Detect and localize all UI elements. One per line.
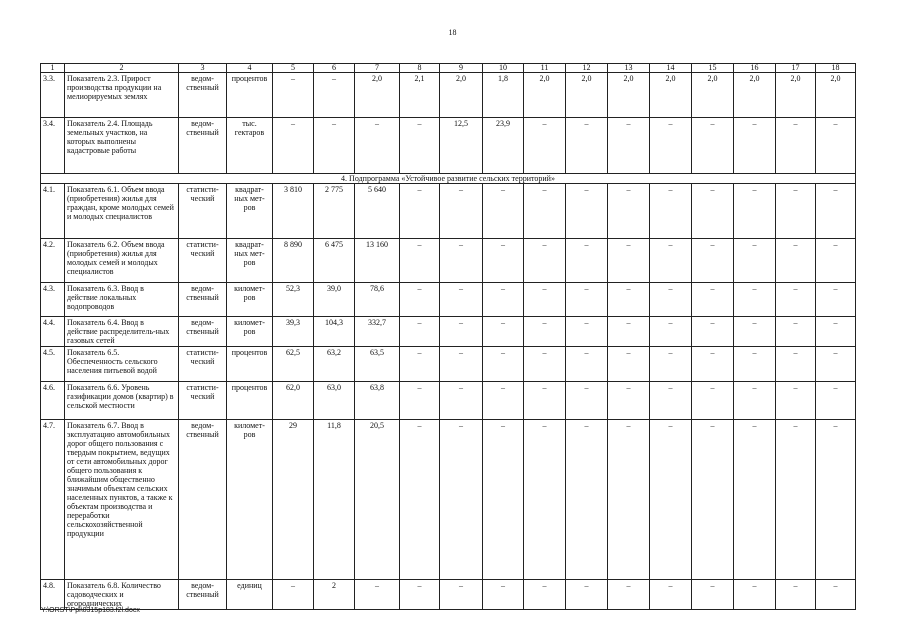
year-value: 11,8: [314, 420, 355, 580]
year-value: 3 810: [273, 184, 314, 239]
indicator-name: Показатель 6.2. Объем ввода (приобретения) жилья для молодых семей и молодых специалистов: [65, 239, 179, 283]
year-value: 63,2: [314, 347, 355, 382]
unit-of-measure: квадрат-ных мет-ров: [227, 239, 273, 283]
year-value: –: [608, 420, 650, 580]
year-value: –: [734, 580, 776, 610]
year-value: –: [483, 283, 524, 317]
year-value: –: [566, 184, 608, 239]
year-value: 63,0: [314, 382, 355, 420]
year-value: –: [400, 283, 440, 317]
year-value: –: [400, 317, 440, 347]
table-row: [41, 118, 856, 174]
table-row: [41, 382, 856, 420]
table-section: [41, 174, 856, 184]
year-value: –: [355, 118, 400, 174]
year-value: –: [650, 347, 692, 382]
column-number: 14: [650, 64, 692, 73]
year-value: –: [273, 73, 314, 118]
column-number: 2: [65, 64, 179, 73]
year-value: –: [734, 283, 776, 317]
year-value: –: [273, 580, 314, 610]
year-value: 29: [273, 420, 314, 580]
indicator-name: Показатель 6.1. Объем ввода (приобретения) жилья для граждан, кроме молодых семей и молодых специалистов: [65, 184, 179, 239]
year-value: 39,0: [314, 283, 355, 317]
year-value: –: [524, 283, 566, 317]
year-value: –: [608, 118, 650, 174]
data-source: статисти-ческий: [179, 347, 227, 382]
data-source: статисти-ческий: [179, 382, 227, 420]
table-row: [41, 184, 856, 239]
year-value: 78,6: [355, 283, 400, 317]
year-value: –: [650, 420, 692, 580]
year-value: –: [608, 283, 650, 317]
year-value: –: [566, 283, 608, 317]
year-value: –: [816, 283, 856, 317]
year-value: 23,9: [483, 118, 524, 174]
year-value: 13 160: [355, 239, 400, 283]
table-row: [41, 347, 856, 382]
indicator-name: Показатель 2.4. Площадь земельных участков, на которых выполнены кадастровые работы: [65, 118, 179, 174]
year-value: –: [314, 73, 355, 118]
indicator-name: Показатель 6.7. Ввод в эксплуатацию автомобильных дорог общего пользования с твердым покрытием, ведущих от сети автомобильных дорог общего пользования к ближайшим общественно значимым объектам сельских населенных пунктов, а также к объектам производства и переработки сельскохозяйственной продукции: [65, 420, 179, 580]
year-value: 2,0: [355, 73, 400, 118]
year-value: –: [692, 118, 734, 174]
year-value: –: [816, 317, 856, 347]
year-value: –: [566, 118, 608, 174]
row-number: 3.3.: [41, 73, 65, 118]
year-value: 12,5: [440, 118, 483, 174]
year-value: –: [650, 283, 692, 317]
unit-of-measure: процентов: [227, 73, 273, 118]
indicator-name: Показатель 6.5. Обеспеченность сельского населения питьевой водой: [65, 347, 179, 382]
year-value: –: [650, 382, 692, 420]
data-source: ведом-ственный: [179, 420, 227, 580]
year-value: –: [608, 382, 650, 420]
row-number: 4.6.: [41, 382, 65, 420]
column-number: 7: [355, 64, 400, 73]
data-source: ведом-ственный: [179, 118, 227, 174]
year-value: –: [566, 420, 608, 580]
year-value: –: [440, 420, 483, 580]
year-value: 2,0: [816, 73, 856, 118]
section-title: 4. Подпрограмма «Устойчивое развитие сельских территорий»: [41, 174, 856, 184]
year-value: –: [483, 317, 524, 347]
year-value: –: [692, 382, 734, 420]
data-source: ведом-ственный: [179, 73, 227, 118]
year-value: 8 890: [273, 239, 314, 283]
year-value: 2 775: [314, 184, 355, 239]
year-value: –: [400, 420, 440, 580]
year-value: –: [524, 347, 566, 382]
column-number: 6: [314, 64, 355, 73]
row-number: 4.2.: [41, 239, 65, 283]
year-value: –: [524, 580, 566, 610]
year-value: –: [776, 239, 816, 283]
year-value: –: [692, 347, 734, 382]
year-value: –: [816, 382, 856, 420]
indicator-name: Показатель 6.6. Уровень газификации домов (квартир) в сельской местности: [65, 382, 179, 420]
row-number: 3.4.: [41, 118, 65, 174]
year-value: –: [440, 184, 483, 239]
column-number: 3: [179, 64, 227, 73]
unit-of-measure: тыс. гектаров: [227, 118, 273, 174]
indicator-name: Показатель 6.8. Количество садоводческих и огороднических: [65, 580, 179, 610]
year-value: 2,0: [440, 73, 483, 118]
year-value: 2,0: [692, 73, 734, 118]
file-path-footer: Y:\ORST\Ppi\0315p183.f2l.docx: [41, 607, 140, 614]
row-number: 4.7.: [41, 420, 65, 580]
data-source: ведом-ственный: [179, 317, 227, 347]
year-value: –: [440, 347, 483, 382]
year-value: –: [608, 184, 650, 239]
unit-of-measure: километ-ров: [227, 317, 273, 347]
unit-of-measure: процентов: [227, 382, 273, 420]
year-value: –: [650, 118, 692, 174]
year-value: 2,0: [608, 73, 650, 118]
unit-of-measure: километ-ров: [227, 420, 273, 580]
year-value: –: [608, 580, 650, 610]
year-value: –: [734, 118, 776, 174]
year-value: 2: [314, 580, 355, 610]
data-source: статисти-ческий: [179, 239, 227, 283]
data-source: статисти-ческий: [179, 184, 227, 239]
year-value: –: [483, 347, 524, 382]
year-value: 39,3: [273, 317, 314, 347]
unit-of-measure: квадрат-ных мет-ров: [227, 184, 273, 239]
year-value: 2,0: [566, 73, 608, 118]
unit-of-measure: километ-ров: [227, 283, 273, 317]
year-value: –: [400, 184, 440, 239]
year-value: –: [816, 118, 856, 174]
year-value: –: [816, 239, 856, 283]
table-row: [41, 283, 856, 317]
year-value: –: [440, 580, 483, 610]
year-value: –: [566, 382, 608, 420]
year-value: –: [483, 239, 524, 283]
year-value: 6 475: [314, 239, 355, 283]
year-value: –: [816, 347, 856, 382]
year-value: 2,1: [400, 73, 440, 118]
year-value: –: [692, 283, 734, 317]
year-value: 62,5: [273, 347, 314, 382]
year-value: –: [483, 580, 524, 610]
year-value: –: [692, 184, 734, 239]
table-row: [41, 73, 856, 118]
year-value: –: [483, 382, 524, 420]
column-number: 4: [227, 64, 273, 73]
year-value: –: [776, 382, 816, 420]
year-value: –: [776, 118, 816, 174]
year-value: –: [440, 283, 483, 317]
data-source: ведом-ственный: [179, 283, 227, 317]
indicator-name: Показатель 6.4. Ввод в действие распределитель-ных газовых сетей: [65, 317, 179, 347]
row-number: 4.3.: [41, 283, 65, 317]
column-number-row: [41, 64, 856, 73]
unit-of-measure: единиц: [227, 580, 273, 610]
column-number: 8: [400, 64, 440, 73]
year-value: 332,7: [355, 317, 400, 347]
year-value: –: [524, 382, 566, 420]
column-number: 17: [776, 64, 816, 73]
row-number: 4.1.: [41, 184, 65, 239]
table-body-top: [41, 64, 856, 174]
year-value: –: [776, 184, 816, 239]
row-number: 4.8.: [41, 580, 65, 610]
year-value: –: [566, 239, 608, 283]
year-value: –: [776, 347, 816, 382]
year-value: –: [566, 580, 608, 610]
year-value: –: [566, 347, 608, 382]
year-value: –: [524, 420, 566, 580]
year-value: –: [314, 118, 355, 174]
year-value: 63,8: [355, 382, 400, 420]
year-value: –: [692, 420, 734, 580]
year-value: –: [608, 317, 650, 347]
year-value: 1,8: [483, 73, 524, 118]
table-body-bottom: [41, 184, 856, 610]
year-value: –: [608, 347, 650, 382]
column-number: 13: [608, 64, 650, 73]
unit-of-measure: процентов: [227, 347, 273, 382]
year-value: –: [816, 184, 856, 239]
column-number: 15: [692, 64, 734, 73]
column-number: 12: [566, 64, 608, 73]
year-value: 2,0: [524, 73, 566, 118]
year-value: –: [692, 317, 734, 347]
year-value: –: [734, 347, 776, 382]
table-row: [41, 317, 856, 347]
year-value: –: [440, 239, 483, 283]
data-source: ведом-ственный: [179, 580, 227, 610]
year-value: –: [734, 317, 776, 347]
year-value: –: [566, 317, 608, 347]
row-number: 4.4.: [41, 317, 65, 347]
year-value: –: [734, 420, 776, 580]
indicator-name: Показатель 6.3. Ввод в действие локальных водопроводов: [65, 283, 179, 317]
year-value: 52,3: [273, 283, 314, 317]
year-value: –: [650, 184, 692, 239]
year-value: –: [483, 184, 524, 239]
year-value: –: [650, 580, 692, 610]
year-value: 2,0: [734, 73, 776, 118]
year-value: –: [692, 580, 734, 610]
year-value: –: [400, 382, 440, 420]
year-value: –: [524, 317, 566, 347]
year-value: –: [692, 239, 734, 283]
column-number: 16: [734, 64, 776, 73]
table-row: [41, 580, 856, 610]
year-value: –: [483, 420, 524, 580]
year-value: –: [355, 580, 400, 610]
column-number: 10: [483, 64, 524, 73]
year-value: –: [816, 580, 856, 610]
year-value: –: [524, 118, 566, 174]
year-value: –: [400, 580, 440, 610]
indicators-table: [40, 63, 856, 610]
year-value: 2,0: [650, 73, 692, 118]
table-row: [41, 420, 856, 580]
year-value: –: [650, 239, 692, 283]
year-value: –: [524, 239, 566, 283]
year-value: –: [440, 382, 483, 420]
year-value: –: [650, 317, 692, 347]
year-value: 20,5: [355, 420, 400, 580]
year-value: –: [734, 239, 776, 283]
row-number: 4.5.: [41, 347, 65, 382]
year-value: –: [400, 239, 440, 283]
year-value: 2,0: [776, 73, 816, 118]
table-row: [41, 239, 856, 283]
year-value: –: [816, 420, 856, 580]
year-value: –: [608, 239, 650, 283]
year-value: 104,3: [314, 317, 355, 347]
column-number: 9: [440, 64, 483, 73]
year-value: –: [734, 382, 776, 420]
year-value: 63,5: [355, 347, 400, 382]
year-value: –: [273, 118, 314, 174]
year-value: –: [776, 283, 816, 317]
year-value: –: [776, 317, 816, 347]
column-number: 1: [41, 64, 65, 73]
indicator-name: Показатель 2.3. Прирост производства продукции на мелиорируемых землях: [65, 73, 179, 118]
year-value: –: [524, 184, 566, 239]
year-value: 5 640: [355, 184, 400, 239]
year-value: –: [734, 184, 776, 239]
year-value: 62,0: [273, 382, 314, 420]
page-number: 18: [448, 28, 457, 37]
column-number: 5: [273, 64, 314, 73]
year-value: –: [776, 580, 816, 610]
column-number: 18: [816, 64, 856, 73]
year-value: –: [440, 317, 483, 347]
year-value: –: [400, 347, 440, 382]
year-value: –: [400, 118, 440, 174]
column-number: 11: [524, 64, 566, 73]
year-value: –: [776, 420, 816, 580]
